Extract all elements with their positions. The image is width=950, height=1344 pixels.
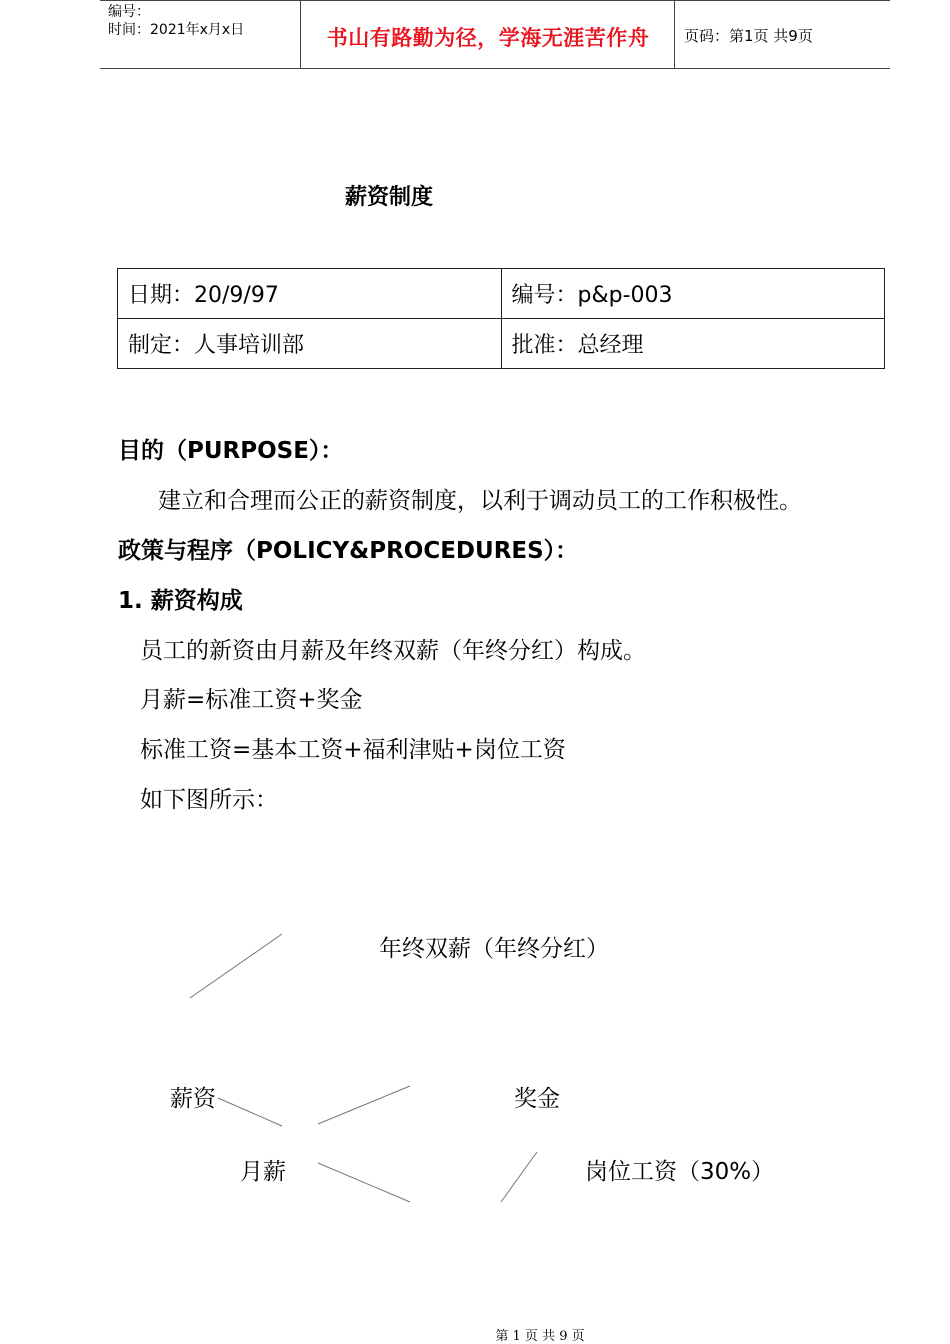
header-number: 编号： xyxy=(108,4,150,20)
header-time: 时间：2021年x月x日 xyxy=(108,22,245,38)
approved-by-cell: 批准：总经理 xyxy=(501,319,885,369)
date-cell: 日期：20/9/97 xyxy=(118,269,502,319)
connector-line xyxy=(318,1163,410,1202)
made-by-cell: 制定：人事培训部 xyxy=(118,319,502,369)
item1-heading: 1. 薪资构成 xyxy=(118,588,243,614)
body-line-1: 员工的新资由月薪及年终双薪（年终分红）构成。 xyxy=(140,638,646,664)
diagram-year-end: 年终双薪（年终分红） xyxy=(379,936,609,962)
diagram-position-wage: 岗位工资（30%） xyxy=(585,1159,775,1185)
body-line-3: 标准工资=基本工资+福利津贴+岗位工资 xyxy=(140,737,566,763)
purpose-heading: 目的（PURPOSE）： xyxy=(118,438,344,464)
policy-heading: 政策与程序（POLICY&PROCEDURES）： xyxy=(118,538,579,564)
connector-line xyxy=(501,1152,537,1202)
connector-line xyxy=(190,934,282,998)
purpose-text: 建立和合理而公正的薪资制度，以利于调动员工的工作积极性。 xyxy=(158,488,802,514)
connector-line xyxy=(218,1098,282,1126)
code-cell: 编号：p&p-003 xyxy=(501,269,885,319)
header-page-info: 页码：第1页 共9页 xyxy=(684,27,813,45)
connector-line xyxy=(318,1086,410,1124)
header-motto: 书山有路勤为径，学海无涯苦作舟 xyxy=(326,25,650,50)
body-line-2: 月薪=标准工资+奖金 xyxy=(140,687,363,713)
document-title: 薪资制度 xyxy=(345,185,434,210)
body-line-4: 如下图所示： xyxy=(140,787,278,813)
diagram-bonus: 奖金 xyxy=(514,1086,560,1112)
diagram-monthly: 月薪 xyxy=(240,1159,286,1185)
page-footer: 第 1 页 共 9 页 xyxy=(495,1329,585,1344)
diagram-salary: 薪资 xyxy=(170,1086,216,1112)
